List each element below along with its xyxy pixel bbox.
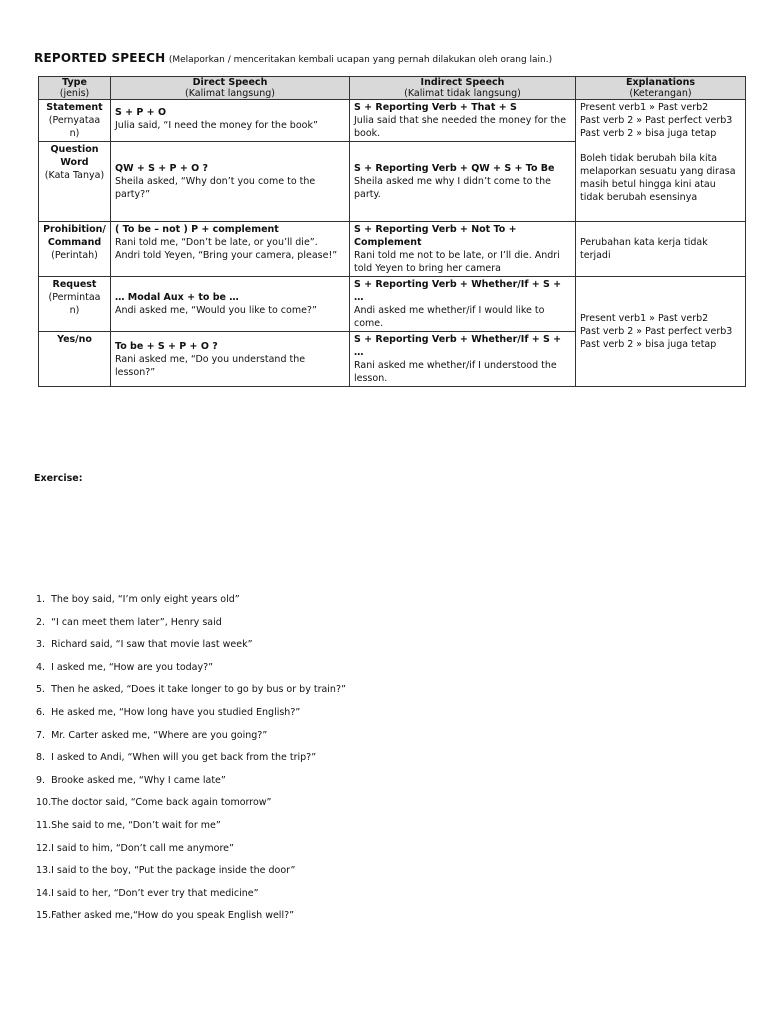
exercise-heading: Exercise: (34, 473, 83, 484)
indirect-cell: S + Reporting Verb + Whether/If + S + … Andi asked me whether/if I would like to come. (350, 277, 576, 332)
reported-speech-table (38, 76, 746, 387)
list-item: 4. I asked me, “How are you today?” (36, 661, 214, 673)
explanation-cell: Present verb1 » Past verb2 Past verb 2 » Past perfect verb3 Past verb 2 » bisa juga tetap Boleh tidak berubah bila kita melaporkan sesuatu yang dirasa masih betul hingga kini atau tidak berubah esensinya (576, 100, 746, 222)
direct-cell: ( To be – not ) P + complement Rani told me, “Don’t be late, or you’ll die”. Andri told Yeyen, “Bring your camera, please!” (111, 222, 350, 277)
direct-cell: … Modal Aux + to be … Andi asked me, “Would you like to come?” (111, 277, 350, 332)
list-item: 14.I said to her, “Don’t ever try that medicine” (36, 887, 259, 899)
type-cell: Statement (Pernyataa n) (39, 100, 111, 142)
list-item: 3. Richard said, “I saw that movie last week” (36, 639, 253, 651)
list-item: 6. He asked me, “How long have you studied English?” (36, 706, 301, 718)
list-item: 5. Then he asked, “Does it take longer to go by bus or by train?” (36, 684, 346, 696)
list-item: 10.The doctor said, “Come back again tomorrow” (36, 797, 272, 809)
list-item: 1. The boy said, “I’m only eight years old” (36, 594, 240, 605)
type-cell: Prohibition/ Command (Perintah) (39, 222, 111, 277)
list-item: 7. Mr. Carter asked me, “Where are you going?” (36, 729, 268, 741)
list-item: 9. Brooke asked me, “Why I came late” (36, 774, 226, 786)
list-item: 15.Father asked me,“How do you speak English well?” (36, 910, 295, 922)
explanation-cell: Perubahan kata kerja tidak terjadi (576, 222, 746, 277)
title-subtitle: (Melaporkan / menceritakan kembali ucapan yang pernah dilakukan oleh orang lain.) (168, 55, 553, 65)
indirect-cell: S + Reporting Verb + That + S Julia said that she needed the money for the book. (350, 100, 576, 142)
header-explanations: Explanations (Keterangan) (576, 77, 746, 100)
list-item: 2. “I can meet them later”, Henry said (36, 616, 222, 628)
type-cell: Question Word (Kata Tanya) (39, 142, 111, 222)
list-item: 12.I said to him, “Don’t call me anymore” (36, 842, 234, 854)
table-row (39, 277, 746, 332)
indirect-cell: S + Reporting Verb + Whether/If + S + … Rani asked me whether/if I understood the lesson. (350, 332, 576, 387)
page-title (34, 51, 552, 65)
type-cell: Yes/no (39, 332, 111, 387)
list-item: 13.I said to the boy, “Put the package inside the door” (36, 865, 296, 877)
indirect-cell: S + Reporting Verb + Not To + Complement Rani told me not to be late, or I’ll die. Andri told Yeyen to bring her camera (350, 222, 576, 277)
table-row (39, 100, 746, 142)
explanation-cell: Present verb1 » Past verb2 Past verb 2 » Past perfect verb3 Past verb 2 » bisa juga tetap (576, 277, 746, 387)
table-header-row (39, 77, 746, 100)
table-row (39, 222, 746, 277)
direct-cell: QW + S + P + O ? Sheila asked, “Why don’t you come to the party?” (111, 142, 350, 222)
direct-cell: To be + S + P + O ? Rani asked me, “Do you understand the lesson?” (111, 332, 350, 387)
direct-cell: S + P + O Julia said, “I need the money for the book” (111, 100, 350, 142)
header-direct: Direct Speech (Kalimat langsung) (111, 77, 350, 100)
exercise-list (36, 592, 346, 931)
indirect-cell: S + Reporting Verb + QW + S + To Be Sheila asked me why I didn’t come to the party. (350, 142, 576, 222)
title-main: REPORTED SPEECH (34, 51, 166, 65)
list-item: 8. I asked to Andi, “When will you get back from the trip?” (36, 752, 317, 764)
list-item: 11.She said to me, “Don’t wait for me” (36, 819, 221, 831)
header-indirect: Indirect Speech (Kalimat tidak langsung) (350, 77, 576, 100)
header-type: Type (jenis) (39, 77, 111, 100)
type-cell: Request (Permintaa n) (39, 277, 111, 332)
